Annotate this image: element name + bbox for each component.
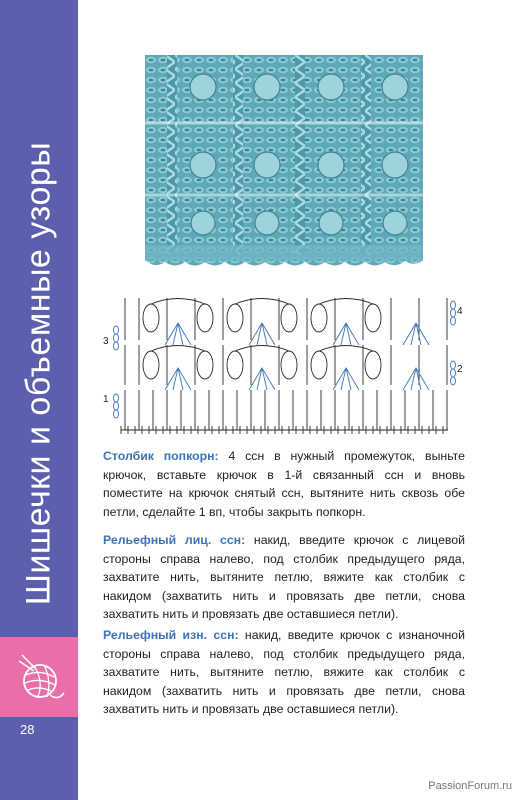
term-popcorn: Столбик попкорн: xyxy=(103,449,219,463)
row-label-2: 2 xyxy=(457,364,463,375)
row-label-3: 3 xyxy=(103,336,109,347)
term-back-post: Рельефный изн. ссн: xyxy=(103,628,239,642)
section-front-post xyxy=(103,531,465,624)
watermark: PassionForum.ru xyxy=(428,780,512,792)
text-back-post: накид, введите крючок с изнаночной стороны справа налево, под столбик предыдущего ряда, захватите нить, вытяните петлю, вяжите как столбик с накидом (захватить нить и провязать две петли, снова захватить нить и провязать две оставшиеся петли). xyxy=(103,628,465,716)
row-label-4: 4 xyxy=(457,306,463,317)
yarn-ball-icon xyxy=(14,647,66,705)
text-front-post: накид, введите крючок с лицевой стороны справа налево, под столбик предыдущего ряда, захватите нить, вытяните петлю, вяжите как столбик с накидом (захватить нить и провязать две петли, снова захватить нить и провязать две оставшиеся петли). xyxy=(103,533,466,621)
chapter-title: Шишечки и объемные узоры xyxy=(19,141,58,605)
page-number-block xyxy=(0,717,78,800)
term-front-post: Рельефный лиц. ссн: xyxy=(103,533,246,547)
crochet-chart-diagram xyxy=(103,290,465,440)
sidebar-title xyxy=(8,118,70,628)
crochet-sample-photo xyxy=(145,55,423,275)
page-number: 28 xyxy=(20,722,35,737)
section-popcorn xyxy=(103,447,465,521)
section-back-post xyxy=(103,626,465,719)
sidebar xyxy=(0,0,78,637)
text-popcorn: 4 ссн в нужный промежуток, выньте крючок, вставьте крючок в 1-й связанный ссн и вновь поместите на крючок снятый ссн, вытяните нить сквозь обе петли, сделайте 1 вп, чтобы закрыть попкорн. xyxy=(103,449,465,519)
row-label-1: 1 xyxy=(103,394,109,405)
